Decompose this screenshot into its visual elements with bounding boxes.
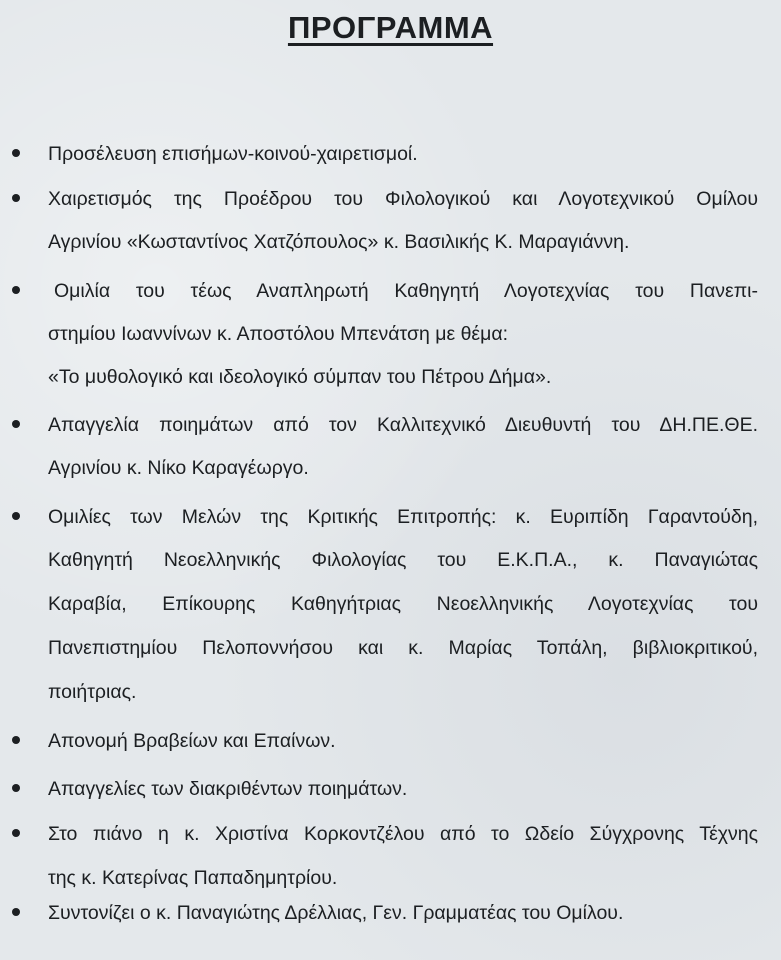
program-item-line: της κ. Κατερίνας Παπαδημητρίου. [48, 867, 338, 889]
bullet-icon [12, 829, 20, 837]
program-item-line: ποιήτριας. [48, 681, 137, 703]
bullet-icon [12, 286, 20, 294]
program-item-line: Ομιλία του τέως Αναπληρωτή Καθηγητή Λογοτεχνίας του Πανεπι- [54, 280, 758, 302]
program-item-line: Ομιλίες των Μελών της Κριτικής Επιτροπής: κ. Ευριπίδη Γαραντούδη, [48, 506, 758, 528]
bullet-icon [12, 784, 20, 792]
title-text: ΠΡΟΓΡΑΜΜΑ [287, 10, 494, 45]
program-item-line: Καραβία, Επίκουρης Καθηγήτριας Νεοελληνικής Λογοτεχνίας του [48, 593, 758, 615]
program-item-line: Απονομή Βραβείων και Επαίνων. [48, 730, 336, 752]
program-item-line: «Το μυθολογικό και ιδεολογικό σύμπαν του Πέτρου Δήμα». [48, 366, 552, 388]
program-item-line: Αγρινίου «Κωσταντίνος Χατζόπουλος» κ. Βασιλικής Κ. Μαραγιάννη. [48, 231, 630, 253]
bullet-icon [12, 512, 20, 520]
program-item-line: Απαγγελίες των διακριθέντων ποιημάτων. [48, 778, 408, 800]
page-title [0, 10, 781, 46]
program-item-line: στημίου Ιωαννίνων κ. Αποστόλου Μπενάτση με θέμα: [48, 323, 509, 345]
bullet-icon [12, 420, 20, 428]
program-item-line: Στο πιάνο η κ. Χριστίνα Κορκοντζέλου από το Ωδείο Σύγχρονης Τέχνης [48, 823, 758, 845]
bullet-icon [12, 736, 20, 744]
program-item-line: Αγρινίου κ. Νίκο Καραγέωργο. [48, 457, 309, 479]
bullet-icon [12, 149, 20, 157]
program-item-line: Πανεπιστημίου Πελοποννήσου και κ. Μαρίας Τοπάλη, βιβλιοκριτικού, [48, 637, 758, 659]
bullet-icon [12, 908, 20, 916]
program-item-line: Καθηγητή Νεοελληνικής Φιλολογίας του Ε.Κ.Π.Α., κ. Παναγιώτας [48, 549, 758, 571]
bullet-icon [12, 194, 20, 202]
program-item-line: Συντονίζει ο κ. Παναγιώτης Δρέλλιας, Γεν. Γραμματέας του Ομίλου. [48, 902, 624, 924]
program-item-line: Προσέλευση επισήμων-κοινού-χαιρετισμοί. [48, 143, 418, 165]
program-item-line: Χαιρετισμός της Προέδρου του Φιλολογικού και Λογοτεχνικού Ομίλου [48, 188, 758, 210]
program-item-line: Απαγγελία ποιημάτων από τον Καλλιτεχνικό Διευθυντή του ΔΗ.ΠΕ.ΘΕ. [48, 414, 758, 436]
